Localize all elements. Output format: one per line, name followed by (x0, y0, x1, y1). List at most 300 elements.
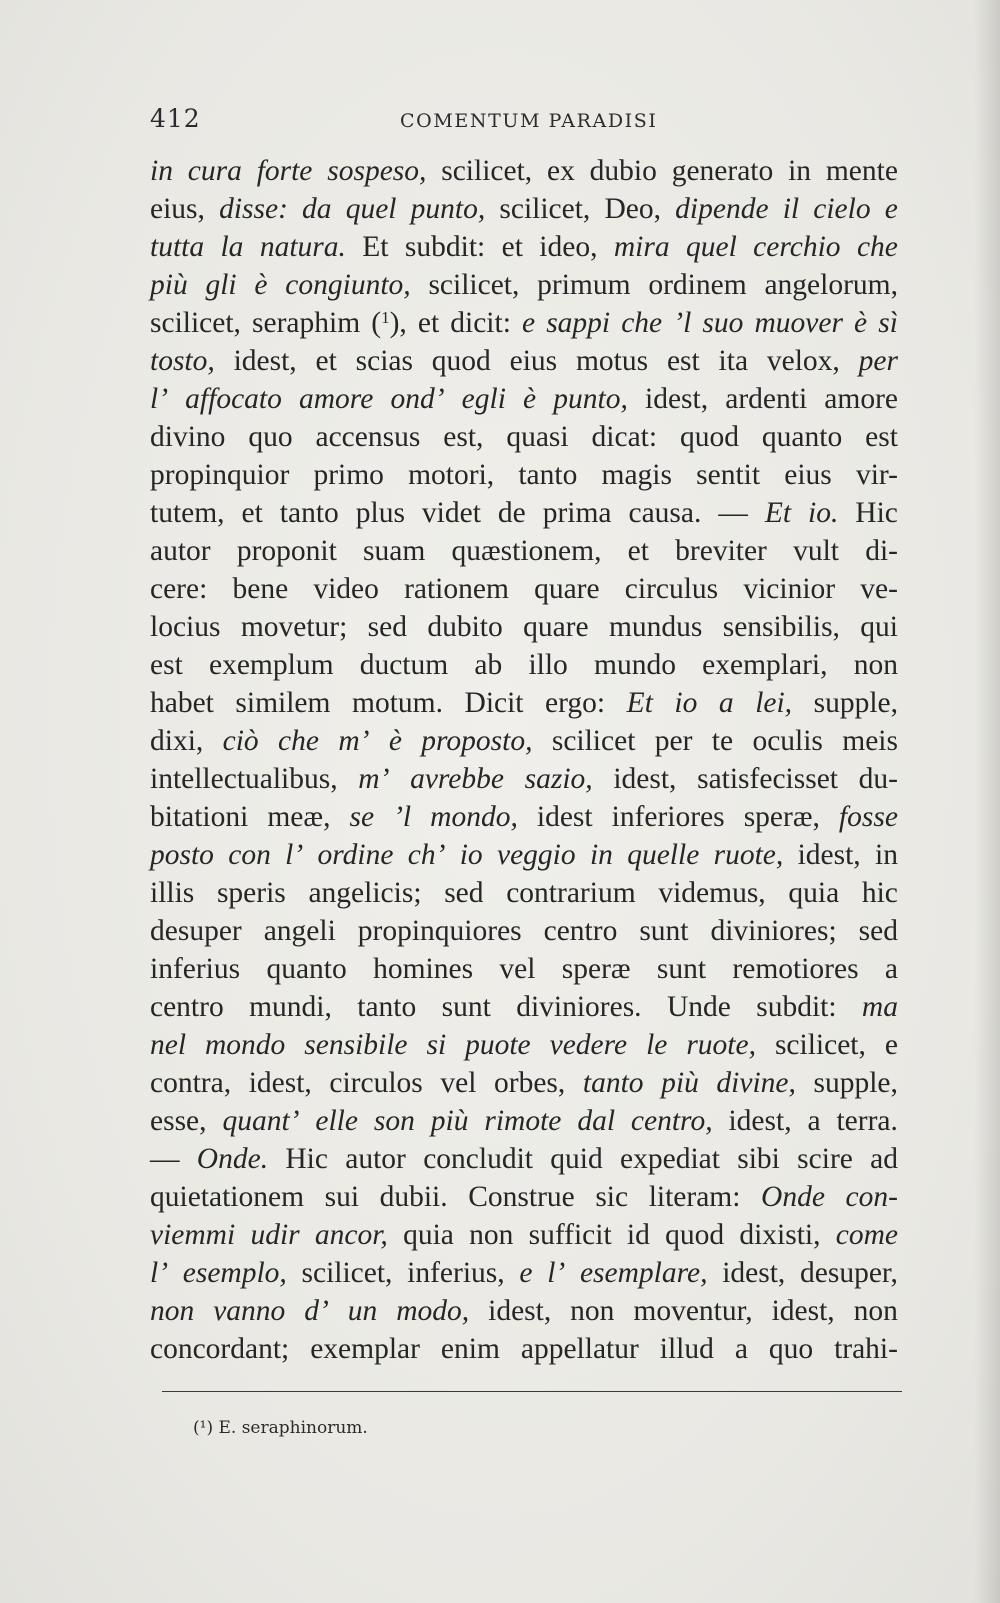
word: est (150, 649, 183, 681)
word: inferius, (407, 1257, 505, 1289)
word: angelorum, (764, 269, 898, 301)
italic-quote-word: quel (685, 231, 737, 263)
italic-quote-word: ch’ (407, 839, 446, 871)
italic-quote-word: sì (878, 307, 898, 339)
word: mundo (594, 649, 676, 681)
word: sunt (656, 953, 707, 985)
text-line (150, 342, 898, 380)
word: exemplar (310, 1333, 420, 1365)
word: inferiores (611, 801, 725, 833)
italic-quote-word: elle (315, 1105, 358, 1137)
word: dicat: (591, 421, 658, 453)
italic-quote-word: d’ (304, 1295, 329, 1327)
italic-quote-word: in (150, 155, 173, 187)
word: eius, (150, 193, 205, 225)
italic-quote-word: esemplare, (579, 1257, 708, 1289)
word: et (501, 231, 523, 263)
word: et (315, 345, 337, 377)
word: sed (444, 877, 484, 909)
italic-quote-word: l’ (285, 839, 304, 871)
word: causa. (628, 497, 702, 529)
word: quod (665, 1219, 725, 1251)
text-line (150, 456, 898, 494)
word: similem (235, 687, 331, 719)
word: ad (870, 1143, 898, 1175)
italic-quote-word: vanno (213, 1295, 286, 1327)
word: contrarium (506, 877, 636, 909)
word: plus (355, 497, 405, 529)
word: vicinior (743, 573, 836, 605)
italic-quote-word: udir (250, 1219, 300, 1251)
italic-quote-word: ruote, (686, 1029, 756, 1061)
word: sed (858, 915, 898, 947)
italic-quote-word: affocato (185, 383, 282, 415)
italic-quote-word: ordine (317, 839, 394, 871)
footnote-divider (162, 1391, 902, 1392)
italic-quote-word: per (858, 345, 898, 377)
italic-quote-word: il (782, 193, 800, 225)
word: quo (768, 1333, 814, 1365)
word: sed (367, 611, 407, 643)
italic-quote-word: e (522, 307, 536, 339)
word: inferius (150, 953, 241, 985)
text-line (150, 1064, 898, 1102)
word: scilicet, (428, 269, 520, 301)
word: propinquior (150, 459, 290, 491)
italic-quote-word: più (430, 1105, 469, 1137)
word: quanto (761, 421, 843, 453)
word: quo (248, 421, 293, 453)
italic-quote-word: ma (861, 991, 898, 1023)
word: magis (601, 459, 672, 491)
word: ergo: (545, 687, 606, 719)
italic-quote-word: ruote, (713, 839, 784, 871)
italic-quote-word: forte (256, 155, 313, 187)
italic-quote-word: in (589, 839, 613, 871)
italic-quote-word: è (523, 383, 537, 415)
word: speræ, (743, 801, 820, 833)
word: ductum (359, 649, 449, 681)
word: bitationi (150, 801, 249, 833)
word: proponit (236, 535, 337, 567)
word: Dicit (464, 687, 524, 719)
word: id (626, 1219, 650, 1251)
word: ab (474, 649, 503, 681)
word: et (627, 535, 649, 567)
italic-quote-word: Et (626, 687, 653, 719)
text-line (150, 1026, 898, 1064)
word: scilicet (551, 725, 636, 757)
word: subdit: (756, 991, 837, 1023)
word: propinquiores (357, 915, 522, 947)
word: — (150, 1143, 180, 1175)
word: illo (528, 649, 568, 681)
word: quasi (506, 421, 569, 453)
word: suam (363, 535, 426, 567)
word: breviter (675, 535, 767, 567)
word: intellectualibus, (150, 763, 338, 795)
commentary-text (150, 152, 898, 1368)
word: dixisti, (739, 1219, 821, 1251)
word: eius (784, 459, 832, 491)
word: motum. (352, 687, 443, 719)
word: cere: (150, 573, 208, 605)
word: tanto (279, 497, 339, 529)
word: est (865, 421, 898, 453)
italic-quote-word: io. (808, 497, 839, 529)
italic-quote-word: ciò (222, 725, 259, 757)
italic-quote-word: la (220, 231, 244, 263)
word: angelicis; (308, 877, 422, 909)
italic-quote-word: ’l (673, 307, 692, 339)
italic-quote-word: posto (150, 839, 214, 871)
text-line (150, 798, 898, 836)
word: velox, (766, 345, 840, 377)
italic-quote-word: e (519, 1257, 533, 1289)
word: vir- (855, 459, 898, 491)
italic-quote-word: che (621, 307, 663, 339)
text-line (150, 912, 898, 950)
italic-quote-word: cura (187, 155, 242, 187)
italic-quote-word: suo (702, 307, 744, 339)
italic-quote-word: che (856, 231, 898, 263)
italic-quote-word: natura. (259, 231, 346, 263)
italic-quote-word: punto, (410, 193, 486, 225)
word: scilicet, (150, 307, 241, 339)
word: diviniores. (516, 991, 642, 1023)
text-line (150, 1102, 898, 1140)
word: dubio (589, 155, 657, 187)
word: bene (232, 573, 289, 605)
italic-quote-word: m’ (358, 763, 390, 795)
italic-quote-word: sazio, (524, 763, 593, 795)
italic-quote-word: l’ (150, 1257, 169, 1289)
italic-quote-word: è (254, 269, 268, 301)
italic-quote-word: sensibile (304, 1029, 408, 1061)
text-line (150, 494, 898, 532)
italic-quote-word: l’ (547, 1257, 566, 1289)
word: Et (362, 231, 389, 263)
word: meæ, (267, 801, 331, 833)
word: idest, (797, 839, 861, 871)
word: exemplum (208, 649, 334, 681)
word: idest, (771, 1295, 835, 1327)
word: sufficit (528, 1219, 612, 1251)
word: tanto (518, 459, 578, 491)
italic-quote-word: congiunto, (285, 269, 411, 301)
word: sui (324, 1181, 360, 1213)
word: terra. (836, 1105, 898, 1137)
text-line (150, 646, 898, 684)
text-line (150, 988, 898, 1026)
word: mundus (608, 611, 703, 643)
word: Deo, (604, 193, 661, 225)
italic-quote-word: Et (764, 497, 792, 529)
italic-quote-word: Onde. (196, 1143, 269, 1175)
word: vel (440, 1067, 477, 1099)
word: oculis (752, 725, 823, 757)
word: videt (421, 497, 481, 529)
text-line (150, 836, 898, 874)
word: vult (793, 535, 839, 567)
text-line (150, 228, 898, 266)
italic-quote-word: tutta (150, 231, 205, 263)
italic-quote-word: lei, (755, 687, 793, 719)
word: quæstionem, (451, 535, 602, 567)
italic-quote-word: mira (613, 231, 670, 263)
word: ($^1$), (371, 307, 407, 339)
text-line (150, 380, 898, 418)
word: scilicet, (499, 193, 591, 225)
word: ordinem (648, 269, 747, 301)
italic-quote-word: come (835, 1219, 898, 1251)
word: orbes, (494, 1067, 566, 1099)
word: mundi, (249, 991, 332, 1023)
text-line (150, 152, 898, 190)
italic-quote-word: vedere (549, 1029, 628, 1061)
word: in (788, 155, 812, 187)
word: homines (373, 953, 474, 985)
word: exemplari, (702, 649, 828, 681)
word: idest, (728, 1105, 792, 1137)
word: scire (797, 1143, 853, 1175)
word: a (734, 1333, 748, 1365)
italic-quote-word: centro, (630, 1105, 713, 1137)
italic-quote-word: gli (205, 269, 237, 301)
word: centro (150, 991, 224, 1023)
italic-quote-word: mondo, (430, 801, 518, 833)
word: non (853, 1295, 898, 1327)
word: idest, (722, 1257, 786, 1289)
text-line (150, 304, 898, 342)
word: enim (440, 1333, 500, 1365)
italic-quote-word: nel (150, 1029, 187, 1061)
italic-quote-word: Onde (761, 1181, 825, 1213)
word: divino (150, 421, 226, 453)
word: qui (860, 611, 898, 643)
italic-quote-word: ’l (393, 801, 412, 833)
word: ideo, (539, 231, 598, 263)
word: centro (543, 915, 618, 947)
italic-quote-word: quelle (627, 839, 700, 871)
word: concordant; (150, 1333, 290, 1365)
italic-quote-word: punto, (553, 383, 628, 415)
word: idest, (488, 1295, 552, 1327)
word: primum (537, 269, 631, 301)
word: subdit: (404, 231, 486, 263)
word: illis (150, 877, 195, 909)
word: de (497, 497, 526, 529)
word: rationem (404, 573, 509, 605)
word: ita (718, 345, 749, 377)
word: primo (313, 459, 384, 491)
italic-quote-word: più (150, 269, 188, 301)
word: autor (150, 535, 211, 567)
word: du- (858, 763, 898, 795)
italic-quote-word: l’ (150, 383, 169, 415)
word: locius (150, 611, 221, 643)
word: dicit: (450, 307, 511, 339)
word: scilicet, (774, 1029, 866, 1061)
italic-quote-word: tosto, (150, 345, 215, 377)
word: videmus, (658, 877, 766, 909)
italic-quote-word: ancor, (314, 1219, 388, 1251)
italic-quote-word: egli (461, 383, 506, 415)
italic-quote-word: m’ (338, 725, 370, 757)
word: supple, (813, 1067, 898, 1099)
word: scilicet, (441, 155, 533, 187)
text-line (150, 418, 898, 456)
italic-quote-word: cerchio (753, 231, 841, 263)
text-line (150, 1330, 898, 1368)
word: quod (431, 345, 491, 377)
italic-quote-word: dal (577, 1105, 616, 1137)
word: per (654, 725, 693, 757)
text-line (150, 1292, 898, 1330)
word: quod (680, 421, 739, 453)
word: — (718, 497, 748, 529)
word: expediat (620, 1143, 720, 1175)
italic-quote-word: veggio (497, 839, 576, 871)
word: et (417, 307, 440, 339)
italic-quote-word: puote (465, 1029, 531, 1061)
italic-quote-word: modo, (396, 1295, 470, 1327)
word: moventur, (633, 1295, 753, 1327)
word: satisfecisset (697, 763, 838, 795)
italic-quote-word: con (228, 839, 271, 871)
word: sibi (737, 1143, 780, 1175)
italic-quote-word: quant’ (222, 1105, 300, 1137)
italic-quote-word: è (388, 725, 402, 757)
word: et (241, 497, 263, 529)
text-line (150, 190, 898, 228)
word: scias (355, 345, 413, 377)
word: non (570, 1295, 615, 1327)
word: a (884, 953, 898, 985)
word: quare (523, 611, 589, 643)
word: dixi, (150, 725, 204, 757)
word: a (807, 1105, 821, 1137)
text-line (150, 722, 898, 760)
word: movetur; (240, 611, 348, 643)
italic-quote-word: si (426, 1029, 447, 1061)
text-line (150, 532, 898, 570)
text-line (150, 570, 898, 608)
italic-quote-word: avrebbe (410, 763, 504, 795)
word: sensibilis, (722, 611, 840, 643)
word: remotiores (732, 953, 859, 985)
word: amore (824, 383, 898, 415)
word: quietationem (150, 1181, 305, 1213)
text-line (150, 1140, 898, 1178)
word: non (853, 649, 898, 681)
word: Construe (468, 1181, 575, 1213)
word: ardenti (725, 383, 808, 415)
word: idest (536, 801, 593, 833)
italic-quote-word: è (854, 307, 868, 339)
running-title: COMENTUM PARADISI (400, 110, 658, 132)
word: quia (788, 877, 840, 909)
italic-quote-word: rimote (484, 1105, 562, 1137)
word: tutem, (150, 497, 225, 529)
text-line (150, 1216, 898, 1254)
italic-quote-word: più (661, 1067, 699, 1099)
word: autor (345, 1143, 406, 1175)
word: non (469, 1219, 514, 1251)
word: quanto (266, 953, 347, 985)
word: dubito (427, 611, 503, 643)
word: appellatur (520, 1333, 639, 1365)
word: hic (861, 877, 898, 909)
italic-quote-word: son (373, 1105, 415, 1137)
word: motus (575, 345, 649, 377)
italic-quote-word: non (150, 1295, 195, 1327)
word: dubii. (379, 1181, 448, 1213)
word: te (711, 725, 734, 757)
word: idest, (613, 763, 677, 795)
word: diviniores; (710, 915, 837, 947)
word: habet (150, 687, 214, 719)
italic-quote-word: fosse (838, 801, 898, 833)
text-line (150, 1254, 898, 1292)
word: desuper (150, 915, 242, 947)
text-line (150, 874, 898, 912)
text-line (150, 950, 898, 988)
word: di- (865, 535, 898, 567)
word: vel (499, 953, 536, 985)
page-edge-shadow (974, 0, 1000, 1603)
word: ex (546, 155, 575, 187)
italic-quote-word: disse: (219, 193, 288, 225)
word: illud (659, 1333, 714, 1365)
word: est (666, 345, 700, 377)
italic-quote-word: sappi (546, 307, 611, 339)
page-header (150, 104, 890, 138)
word: literam: (648, 1181, 741, 1213)
italic-quote-word: con- (845, 1181, 898, 1213)
word: concludit (423, 1143, 533, 1175)
italic-quote-word: da (302, 193, 332, 225)
word: video (313, 573, 379, 605)
word: circulos (329, 1067, 423, 1099)
word: motori, (408, 459, 495, 491)
word: sentit (696, 459, 761, 491)
italic-quote-word: cielo (813, 193, 871, 225)
word: Hic (855, 497, 898, 529)
word: generato (671, 155, 774, 187)
word: est, (443, 421, 484, 453)
word: ve- (860, 573, 898, 605)
word: e (884, 1029, 898, 1061)
page-number: 412 (150, 104, 201, 133)
text-line (150, 760, 898, 798)
italic-quote-word: se (349, 801, 375, 833)
word: trahi- (834, 1333, 898, 1365)
word: meis (842, 725, 898, 757)
italic-quote-word: tanto (582, 1067, 644, 1099)
word: angeli (263, 915, 336, 947)
italic-quote-word: a (718, 687, 734, 719)
word: Unde (666, 991, 731, 1023)
italic-quote-word: che (278, 725, 319, 757)
word: sic (595, 1181, 629, 1213)
italic-quote-word: muover (754, 307, 843, 339)
word: idest, (645, 383, 709, 415)
word: in (875, 839, 898, 871)
text-line (150, 1178, 898, 1216)
word: accensus (315, 421, 421, 453)
word: supple, (813, 687, 898, 719)
